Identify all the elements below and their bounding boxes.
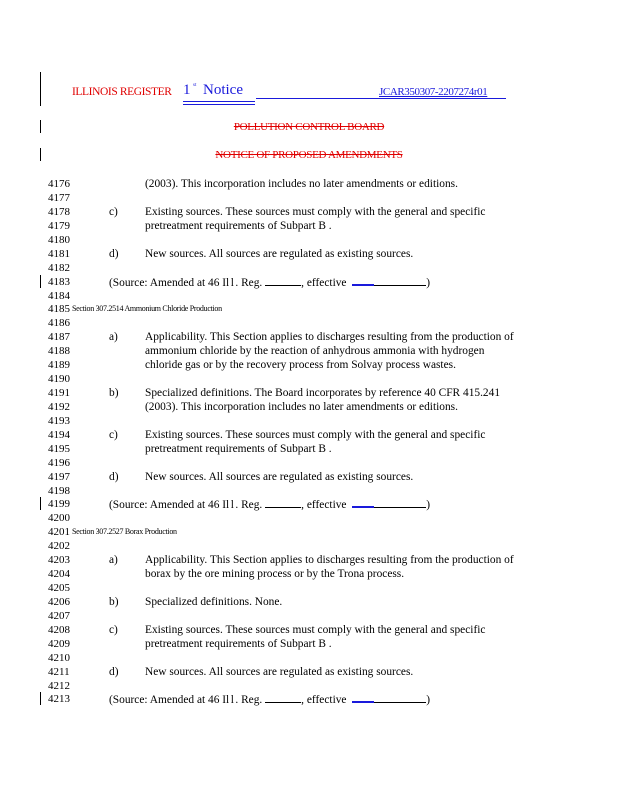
source-effective: , effective	[301, 277, 347, 289]
paragraph-line: Specialized definitions. None.	[145, 596, 283, 608]
line-number: 4200	[48, 512, 70, 524]
line-number: 4183	[48, 276, 70, 288]
line-number: 4210	[48, 652, 70, 664]
line-number: 4191	[48, 387, 70, 399]
paragraph-line: New sources. All sources are regulated as existing sources.	[145, 471, 414, 483]
paragraph-line: pretreatment requirements of Subpart B .	[145, 220, 332, 232]
line-number: 4181	[48, 248, 70, 260]
source-reg: . Reg.	[235, 499, 263, 511]
register-blank	[265, 276, 301, 286]
notice-underline-mark	[183, 101, 203, 105]
line-number: 4201	[48, 526, 70, 538]
item-label: a)	[109, 554, 118, 566]
line-number: 4179	[48, 220, 70, 232]
line-number: 4186	[48, 317, 70, 329]
line-number: 4208	[48, 624, 70, 636]
line-number: 4187	[48, 331, 70, 343]
item-label: d)	[109, 248, 119, 260]
register-blank	[265, 498, 301, 508]
item-label: a)	[109, 331, 118, 343]
change-bar	[40, 72, 41, 106]
paragraph-line: (2003). This incorporation includes no later amendments or editions.	[145, 401, 458, 413]
line-number: 4176	[48, 178, 70, 190]
source-ll: ll	[226, 694, 236, 706]
line-number: 4207	[48, 610, 70, 622]
paragraph-line: pretreatment requirements of Subpart B .	[145, 638, 332, 650]
paragraph-line: Existing sources. These sources must comply with the general and specific	[145, 206, 486, 218]
line-number: 4182	[48, 262, 70, 274]
source-close: )	[426, 499, 430, 511]
line-number: 4199	[48, 498, 70, 510]
paragraph-line: ammonium chloride by the reaction of anhydrous ammonia with hydrogen	[145, 345, 485, 357]
item-label: d)	[109, 471, 119, 483]
line-number: 4197	[48, 471, 70, 483]
line-number: 4195	[48, 443, 70, 455]
paragraph-line: Existing sources. These sources must comply with the general and specific	[145, 624, 486, 636]
line-number: 4198	[48, 485, 70, 497]
paragraph-line: Applicability. This Section applies to discharges resulting from the production of	[145, 331, 514, 343]
source-note	[109, 693, 430, 707]
board-title: POLLUTION CONTROL BOARD	[233, 121, 385, 133]
effective-date-blank	[352, 276, 426, 286]
line-number: 4190	[48, 373, 70, 385]
source-close: )	[426, 694, 430, 706]
line-number: 4193	[48, 415, 70, 427]
item-label: b)	[109, 387, 119, 399]
line-number: 4202	[48, 540, 70, 552]
paragraph-line: borax by the ore mining process or by the Trona process.	[145, 568, 405, 580]
paragraph-line: Existing sources. These sources must comply with the general and specific	[145, 429, 486, 441]
paragraph-line: New sources. All sources are regulated as existing sources.	[145, 248, 414, 260]
source-reg: . Reg.	[235, 694, 263, 706]
source-prefix: (Source: Amended at 46 I	[109, 694, 227, 706]
line-number: 4177	[48, 192, 70, 204]
item-label: c)	[109, 206, 118, 218]
line-number: 4184	[48, 290, 70, 302]
notice-title: NOTICE OF PROPOSED AMENDMENTS	[215, 149, 403, 161]
source-prefix: (Source: Amended at 46 I	[109, 277, 227, 289]
change-bar	[40, 692, 41, 705]
line-number: 4185	[48, 303, 70, 315]
line-number: 4206	[48, 596, 70, 608]
source-ll: ll	[226, 277, 236, 289]
line-number: 4203	[48, 554, 70, 566]
jcar-id: JCAR350307-2207274r01	[379, 86, 488, 98]
line-number: 4209	[48, 638, 70, 650]
paragraph-line: New sources. All sources are regulated as existing sources.	[145, 666, 414, 678]
paragraph-line: (2003). This incorporation includes no later amendments or editions.	[145, 178, 458, 190]
register-title: ILLINOIS REGISTER	[72, 86, 172, 98]
item-label: c)	[109, 624, 118, 636]
line-number: 4188	[48, 345, 70, 357]
notice-label: Notice	[203, 82, 243, 98]
section-heading: Section 307.2514 Ammonium Chloride Production	[72, 304, 222, 313]
source-ll: ll	[226, 499, 236, 511]
section-heading: Section 307.2527 Borax Production	[72, 527, 177, 536]
paragraph-line: Applicability. This Section applies to discharges resulting from the production of	[145, 554, 514, 566]
page-number: 1	[183, 82, 191, 98]
change-bar	[40, 275, 41, 288]
header-rule	[256, 98, 506, 99]
source-note	[109, 276, 430, 290]
line-number: 4180	[48, 234, 70, 246]
line-number: 4194	[48, 429, 70, 441]
line-number: 4196	[48, 457, 70, 469]
item-label: d)	[109, 666, 119, 678]
source-close: )	[426, 277, 430, 289]
paragraph-line: Specialized definitions. The Board incorporates by reference 40 CFR 415.241	[145, 387, 501, 399]
line-number: 4192	[48, 401, 70, 413]
paragraph-line: pretreatment requirements of Subpart B .	[145, 443, 332, 455]
source-effective: , effective	[301, 499, 347, 511]
effective-date-blank	[352, 498, 426, 508]
item-label: b)	[109, 596, 119, 608]
register-blank	[265, 693, 301, 703]
line-number: 4205	[48, 582, 70, 594]
source-prefix: (Source: Amended at 46 I	[109, 499, 227, 511]
notice-underline	[203, 101, 255, 105]
page-number-suffix: st	[193, 83, 197, 88]
document-header	[72, 82, 532, 108]
item-label: c)	[109, 429, 118, 441]
source-effective: , effective	[301, 694, 347, 706]
change-bar	[40, 497, 41, 510]
paragraph-line: chloride gas or by the recovery process from Solvay process wastes.	[145, 359, 456, 371]
effective-date-blank	[352, 693, 426, 703]
source-reg: . Reg.	[235, 277, 263, 289]
source-note	[109, 498, 430, 512]
line-number: 4212	[48, 680, 70, 692]
line-number: 4211	[48, 666, 70, 678]
line-number: 4213	[48, 693, 70, 705]
line-number: 4189	[48, 359, 70, 371]
line-number: 4178	[48, 206, 70, 218]
line-number: 4204	[48, 568, 70, 580]
